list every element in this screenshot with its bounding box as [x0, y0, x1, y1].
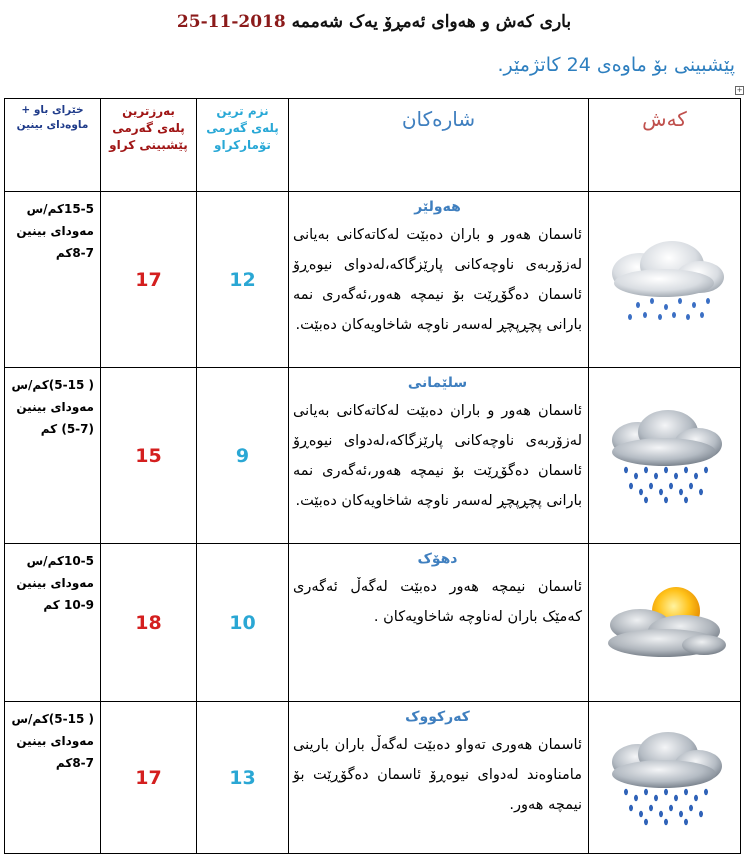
header-min-line3: تۆمارکراو [214, 138, 271, 152]
header-cities: شارەکان [289, 99, 589, 192]
table-row [5, 368, 741, 544]
min-temp: 10 [197, 544, 289, 702]
weather-cell [589, 702, 741, 854]
city-forecast: ئاسمان هەور و باران دەبێت لەکاتەکانی بەیانی لەزۆربەی ناوچەکانی پارێزگاکە،لەدوای نیوەڕۆ ئاسمان دەگۆڕێت بۆ نیمچە هەور،ئەگەری نمە بارانی پچڕپچڕ لەسەر ناوچە شاخاویەکان دەبێت. [293, 403, 582, 509]
header-min-line1: نزم ترین [216, 104, 269, 118]
visibility-value: 8-7کم [55, 756, 94, 770]
header-wind [5, 99, 101, 192]
sun-cloud-icon [600, 581, 730, 665]
wind-speed: ( 5-15)کم/س [11, 712, 94, 726]
page-title [150, 12, 590, 32]
max-temp: 15 [101, 368, 197, 544]
city-forecast: ئاسمان هەور و باران دەبێت لەکاتەکانی بەیانی لەزۆربەی ناوچەکانی پارێزگاکە،لەدوای نیوەڕۆ ئاسمان دەگۆڕێت بۆ نیمچە هەور،ئەگەری نمە بارانی پچڕپچڕ لەسەر ناوچە شاخاویەکان دەبێت. [293, 227, 582, 333]
city-name: هەولێر [414, 199, 461, 215]
header-max-line1: بەرزترین [122, 104, 175, 118]
wind-cell [5, 192, 101, 368]
forecast-table [4, 98, 741, 854]
weather-cell [589, 544, 741, 702]
wind-speed: 10-5کم/س [26, 554, 94, 568]
visibility-label: مەودای بینین [16, 400, 94, 414]
wind-speed: ( 5-15)کم/س [11, 378, 94, 392]
max-temp: 18 [101, 544, 197, 702]
visibility-label: مەودای بینین [16, 224, 94, 238]
min-temp: 9 [197, 368, 289, 544]
wind-cell [5, 368, 101, 544]
header-max-line2: پلەی گەرمی [112, 121, 185, 135]
title-date: 2018-11-25 [176, 12, 286, 32]
header-max-temp [101, 99, 197, 192]
table-anchor-icon[interactable]: + [736, 86, 743, 94]
title-text: باری کەش و هەوای ئەمڕۆ یەک شەممە [291, 12, 572, 32]
max-temp: 17 [101, 192, 197, 368]
wind-cell [5, 702, 101, 854]
header-wind-line1: خێرای باو + [21, 104, 84, 116]
city-cell [289, 702, 589, 854]
cloud-rain-icon [600, 235, 730, 325]
city-cell [289, 192, 589, 368]
city-forecast: ئاسمان هەوری تەواو دەبێت لەگەڵ باران بارینی مامناوەند لەدوای نیوەڕۆ ئاسمان دەگۆڕێت بۆ نیمچە هەور. [293, 737, 582, 813]
visibility-value: 10-9 کم [43, 598, 94, 612]
header-max-line3: پێشبینی کراو [109, 138, 188, 152]
header-min-line2: پلەی گەرمی [206, 121, 279, 135]
city-name: کەرکووک [405, 709, 470, 725]
heavy-rain-icon [600, 406, 730, 506]
table-row [5, 702, 741, 854]
visibility-value: 8-7کم [55, 246, 94, 260]
table-row [5, 192, 741, 368]
page-subtitle: پێشبینی بۆ ماوەی 24 کاتژمێر. [497, 54, 735, 76]
city-forecast: ئاسمان نیمچە هەور دەبێت لەگەڵ ئەگەری کەمێک باران لەناوچە شاخاویەکان . [293, 579, 582, 625]
header-wind-line2: ماوەدای بینین [16, 119, 89, 131]
min-temp: 13 [197, 702, 289, 854]
header-weather: کەش [589, 99, 741, 192]
table-header-row [5, 99, 741, 192]
wind-speed: 15-5کم/س [26, 202, 94, 216]
table-row [5, 544, 741, 702]
city-cell [289, 544, 589, 702]
city-name: دهۆک [417, 551, 458, 567]
city-name: سلێمانی [407, 375, 468, 391]
min-temp: 12 [197, 192, 289, 368]
visibility-label: مەودای بینین [16, 734, 94, 748]
weather-cell [589, 368, 741, 544]
header-min-temp [197, 99, 289, 192]
visibility-label: مەودای بینین [16, 576, 94, 590]
wind-cell [5, 544, 101, 702]
weather-cell [589, 192, 741, 368]
heavy-rain-icon [600, 728, 730, 828]
city-cell [289, 368, 589, 544]
max-temp: 17 [101, 702, 197, 854]
visibility-value: (5-7) کم [40, 422, 94, 436]
